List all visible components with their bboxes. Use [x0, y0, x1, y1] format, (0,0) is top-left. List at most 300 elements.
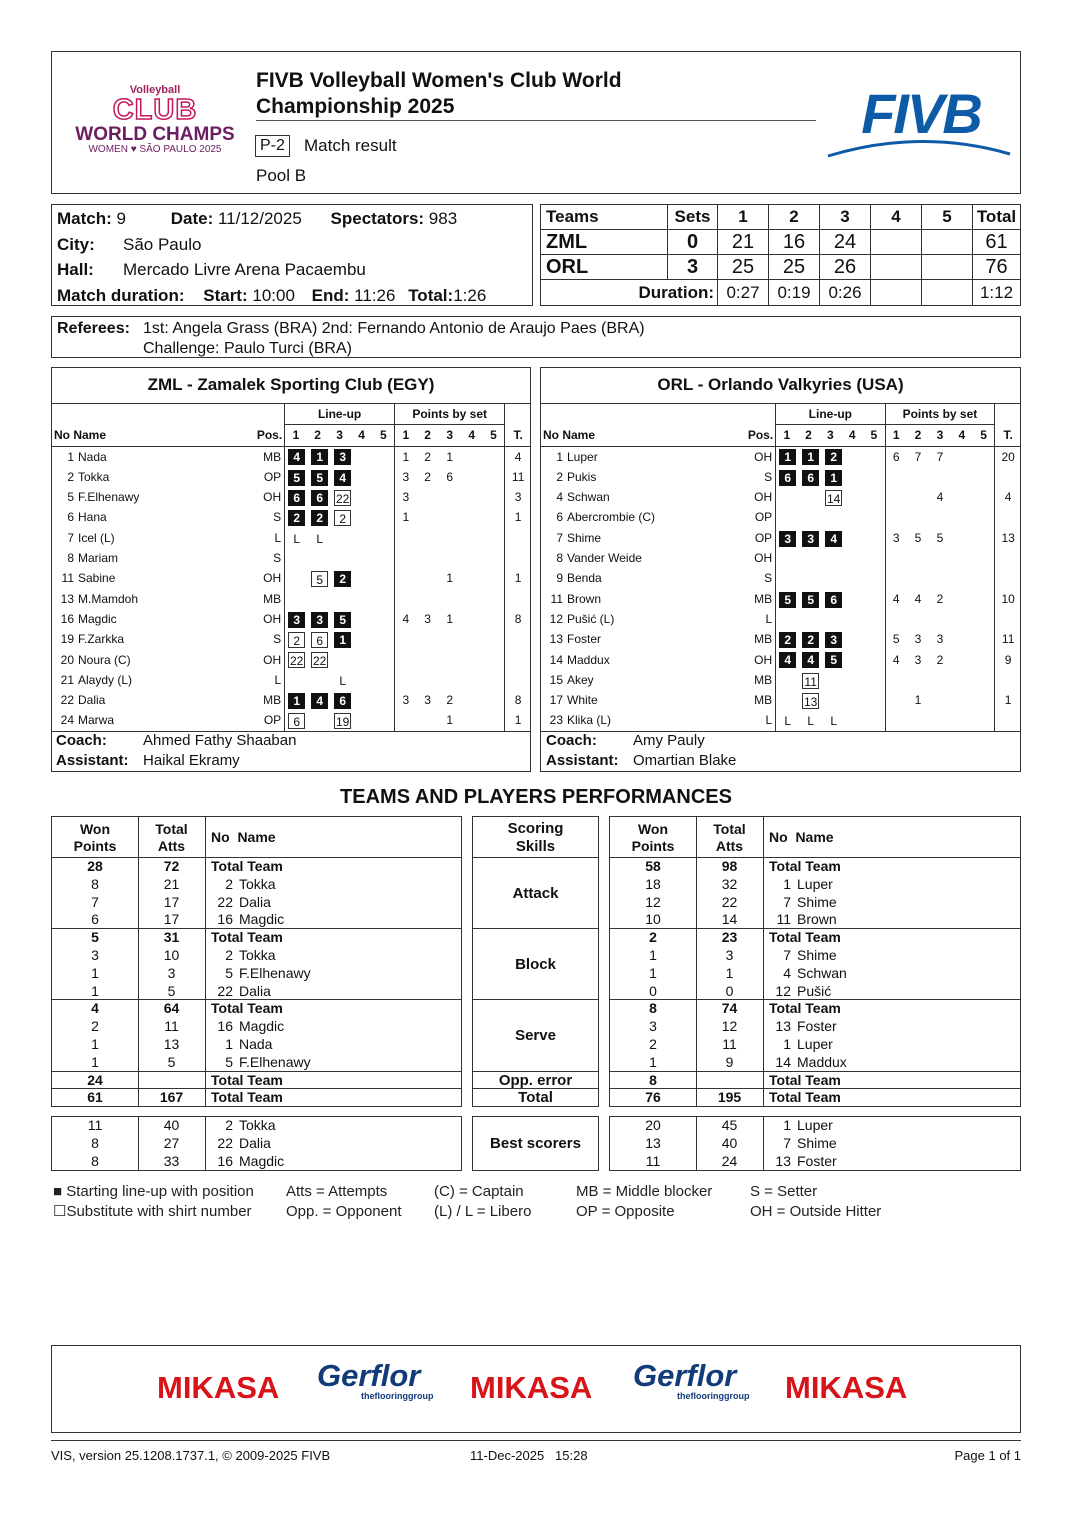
player-name: Total Team	[769, 1071, 841, 1088]
set-points	[951, 670, 973, 690]
player-lineup	[285, 650, 395, 670]
won-points: 11	[645, 1152, 661, 1169]
set-points: 3	[395, 487, 417, 507]
set-points	[461, 710, 483, 731]
lineup-start-box: 6	[802, 470, 819, 486]
set-points	[461, 609, 483, 629]
player-name: Benda	[567, 571, 602, 586]
player-name: Foster	[797, 1152, 837, 1169]
player-name: F.Elhenawy	[78, 490, 140, 505]
player-name: Total Team	[769, 1089, 841, 1106]
player-number: 4	[556, 490, 563, 505]
set-points	[973, 568, 995, 588]
player-name: Dalia	[78, 693, 106, 708]
player-lineup	[776, 629, 885, 649]
player-number: 2	[225, 1117, 233, 1134]
legend-item: ■ Starting line-up with position	[53, 1183, 254, 1200]
perf-row	[610, 983, 1020, 1001]
total-atts: 5	[167, 982, 176, 999]
total-time: 1:26	[453, 285, 487, 305]
set-points	[951, 690, 973, 710]
player-total-points	[995, 467, 1021, 487]
lineup-libero-mark: L	[293, 531, 300, 546]
lineup-start-box: 5	[802, 592, 819, 608]
set-points: 1	[914, 693, 922, 708]
player-position: MB	[754, 591, 773, 606]
lineup-sub-box: 11	[802, 673, 819, 689]
lineup-start-box: 6	[311, 490, 328, 506]
page-title: FIVB Volleyball Women's Club World Championship 2025	[256, 69, 622, 118]
set-points	[417, 548, 439, 568]
set-points	[439, 548, 461, 568]
lineup-sub-box: 5	[311, 571, 328, 587]
set-points	[395, 548, 417, 568]
total-atts: 98	[721, 858, 738, 874]
team-a-coach: Ahmed Fathy Shaaban	[143, 732, 297, 749]
lineup-start-box: 1	[802, 449, 819, 465]
lineup-start-box: 4	[334, 470, 351, 486]
lineup-sub-box: 13	[803, 694, 818, 709]
player-position: MB	[754, 632, 773, 647]
set-points	[483, 650, 505, 670]
player-position: OH	[263, 571, 282, 586]
total-atts: 40	[163, 1117, 180, 1134]
set-points	[885, 670, 907, 690]
player-name: Tokka	[239, 1117, 276, 1134]
player-position: MB	[263, 449, 282, 464]
set-points: 1	[395, 507, 417, 527]
player-position: OH	[754, 490, 773, 505]
set-points	[951, 548, 973, 568]
total-atts: 31	[163, 929, 180, 946]
player-position: MB	[263, 693, 282, 708]
set-points	[929, 467, 951, 487]
won-points: 1	[649, 946, 657, 963]
lineup-empty	[311, 673, 328, 689]
won-points: 3	[649, 1018, 657, 1035]
player-name: Magdic	[239, 1152, 285, 1169]
team-b-coach: Amy Pauly	[633, 732, 705, 749]
set-points	[439, 629, 461, 649]
player-name: Pušić	[797, 982, 832, 999]
player-number: 20	[60, 652, 74, 667]
player-name: Tokka	[78, 469, 110, 484]
player-total-points	[995, 710, 1021, 731]
set-points	[907, 487, 929, 507]
team-b-player-row	[540, 589, 1021, 609]
player-number: 11	[776, 911, 791, 928]
perf-skill-block: Block	[472, 928, 599, 1000]
perf-skill-attack: Attack	[472, 857, 599, 929]
perf-total-right	[609, 1088, 1021, 1107]
player-name: Shime	[797, 946, 837, 963]
set-points	[417, 568, 439, 588]
player-number: 7	[783, 1134, 791, 1151]
player-name: Foster	[567, 632, 602, 647]
set-points	[951, 650, 973, 670]
set-points	[973, 487, 995, 507]
set-points	[973, 548, 995, 568]
player-name: Total Team	[769, 929, 841, 946]
lineup-start-box: 6	[825, 592, 842, 608]
lineup-empty	[288, 673, 305, 689]
player-total-points	[505, 589, 531, 609]
team-a-assistant: Haikal Ekramy	[143, 752, 240, 769]
perf-skill-opp: Opp. error	[472, 1071, 599, 1090]
set-points	[929, 568, 951, 588]
perf-row	[52, 1018, 461, 1036]
player-total-points	[995, 609, 1021, 629]
lineup-start-box: 2	[334, 571, 351, 587]
player-name: Maddux	[797, 1053, 847, 1070]
perf-row	[52, 1135, 461, 1153]
set-points	[483, 528, 505, 548]
team-a-player-row	[51, 589, 531, 609]
perf-row	[52, 929, 461, 947]
player-total-points: 11	[995, 629, 1021, 649]
set-points	[417, 528, 439, 548]
set-points: 5	[914, 530, 922, 545]
set-points	[461, 650, 483, 670]
lineup-start-box: 3	[802, 531, 819, 547]
player-number: 23	[549, 713, 563, 728]
perf-attack-right	[609, 857, 1021, 929]
set-points: 2	[424, 449, 431, 464]
player-name: Brown	[797, 911, 837, 928]
won-points: 8	[91, 875, 99, 892]
set-points	[929, 670, 951, 690]
set-points	[395, 568, 417, 588]
lineup-sub-box: 2	[334, 510, 351, 526]
footer-datetime: 11-Dec-2025 15:28	[470, 1448, 588, 1463]
won-points: 28	[87, 858, 103, 874]
total-atts: 27	[163, 1134, 180, 1151]
team-b-player-row	[540, 710, 1021, 731]
set-points	[973, 589, 995, 609]
player-name: Total Team	[769, 1000, 841, 1017]
won-points: 2	[649, 1035, 657, 1052]
player-name: Maddux	[567, 652, 610, 667]
set-points	[461, 589, 483, 609]
set-points: 2	[446, 693, 454, 708]
set-points	[973, 690, 995, 710]
team-b-player-row	[540, 650, 1021, 670]
player-name: Hana	[78, 510, 107, 525]
set-points	[951, 609, 973, 629]
player-position: OH	[754, 652, 773, 667]
set-points	[973, 467, 995, 487]
player-lineup	[776, 568, 885, 588]
player-total-points: 13	[995, 528, 1021, 548]
won-points: 0	[649, 982, 657, 999]
player-position: L	[274, 530, 282, 545]
set-points: 4	[914, 591, 922, 606]
set-points	[929, 609, 951, 629]
won-points: 18	[645, 875, 661, 892]
player-total-points	[505, 650, 531, 670]
gerflor-logo: Gerflor theflooringgroup	[317, 1358, 434, 1401]
player-lineup	[285, 446, 395, 467]
player-lineup	[776, 589, 885, 609]
player-number: 6	[67, 510, 74, 525]
set-points	[461, 690, 483, 710]
set-points: 3	[914, 632, 922, 647]
set-points	[885, 487, 907, 507]
set-points: 3	[914, 652, 922, 667]
perf-row	[610, 947, 1020, 965]
lineup-libero-mark: L	[830, 714, 837, 729]
lineup-start-box: 1	[779, 449, 796, 465]
player-lineup	[285, 507, 395, 527]
player-lineup	[776, 446, 885, 467]
set-points	[395, 629, 417, 649]
set-points: 1	[446, 449, 454, 464]
lineup-start-box: 4	[288, 449, 305, 465]
team-a-player-row	[51, 507, 531, 527]
set-points	[885, 710, 907, 731]
player-position: OP	[754, 530, 773, 545]
team-b-player-row	[540, 609, 1021, 629]
player-number: 1	[67, 449, 74, 464]
set-points	[417, 650, 439, 670]
player-number: 2	[556, 469, 563, 484]
player-name: Total Team	[211, 929, 283, 946]
player-lineup	[776, 548, 885, 568]
total-atts: 11	[164, 1018, 179, 1035]
won-points: 20	[645, 1117, 661, 1134]
player-name: Dalia	[239, 1134, 271, 1151]
set-points	[951, 528, 973, 548]
team-b-assistant: Omartian Blake	[633, 752, 737, 769]
total-atts: 0	[725, 982, 734, 999]
set-points	[973, 528, 995, 548]
team-b-player-row	[540, 446, 1021, 467]
won-points: 8	[649, 1000, 657, 1017]
player-position: OH	[754, 551, 773, 566]
won-points: 10	[645, 911, 661, 928]
player-name: Abercrombie (C)	[567, 510, 656, 525]
won-points: 4	[91, 1000, 99, 1017]
set-points	[951, 568, 973, 588]
set-points	[907, 507, 929, 527]
player-name: Nada	[78, 449, 107, 464]
team-b-staff: Coach: Amy Pauly Assistant: Omartian Blake	[546, 732, 737, 769]
perf-row	[52, 894, 461, 912]
perf-row	[610, 911, 1020, 929]
lineup-empty	[779, 693, 796, 709]
referees-line-1: 1st: Angela Grass (BRA) 2nd: Fernando Antonio de Araujo Paes (BRA)	[143, 320, 645, 337]
lineup-start-box: 2	[288, 510, 305, 526]
player-lineup	[285, 629, 395, 649]
player-total-points: 8	[505, 690, 531, 710]
set-points	[907, 609, 929, 629]
player-name: Magdic	[239, 1018, 285, 1035]
player-number: 12	[549, 611, 563, 626]
player-position: L	[765, 611, 773, 626]
set-points	[417, 487, 439, 507]
team-b-player-row	[540, 629, 1021, 649]
lineup-start-box: 4	[802, 652, 819, 668]
team-a-player-row	[51, 548, 531, 568]
total-atts: 5	[167, 1053, 176, 1070]
perf-row	[610, 1054, 1020, 1072]
player-name: Total Team	[211, 858, 283, 874]
set-points: 3	[885, 528, 907, 548]
team-b-player-row	[540, 487, 1021, 507]
player-number: 16	[60, 611, 74, 626]
team-b-roster-head-1: Line-up Points by set	[540, 404, 1021, 425]
player-name: F.Elhenawy	[239, 1053, 311, 1070]
set-points	[395, 528, 417, 548]
player-name: Tokka	[239, 875, 276, 892]
perf-block-right	[609, 928, 1021, 1000]
player-number: 16	[217, 911, 233, 928]
score-row-zml: ZML 0 21 16 24 61	[541, 230, 1021, 255]
player-name: Nada	[239, 1035, 273, 1052]
set-points	[483, 568, 505, 588]
total-atts: 195	[717, 1089, 742, 1106]
lineup-start-box: 1	[825, 470, 842, 486]
player-number: 13	[60, 591, 74, 606]
player-number: 5	[67, 490, 74, 505]
player-name: Total Team	[211, 1089, 283, 1106]
player-lineup	[776, 467, 885, 487]
set-points	[483, 467, 505, 487]
set-points	[951, 629, 973, 649]
legend-item: S = Setter	[750, 1183, 818, 1200]
set-points	[951, 710, 973, 731]
team-a-roster-table	[51, 403, 531, 732]
set-points: 2	[936, 591, 944, 606]
total-atts: 12	[721, 1018, 738, 1035]
set-points	[461, 446, 483, 467]
player-number: 16	[217, 1018, 233, 1035]
perf-row	[610, 1135, 1020, 1153]
player-number: 5	[225, 1053, 233, 1070]
won-points: 5	[91, 929, 99, 946]
lineup-libero-mark: L	[784, 714, 791, 729]
perf-skill-serve: Serve	[472, 999, 599, 1071]
total-atts: 14	[721, 911, 738, 928]
performances-title: TEAMS AND PLAYERS PERFORMANCES	[340, 786, 732, 808]
player-number: 7	[67, 530, 74, 545]
player-number: 13	[549, 632, 563, 647]
player-number: 22	[217, 982, 233, 999]
set-points	[461, 528, 483, 548]
lineup-libero-mark: L	[339, 673, 346, 688]
score-header-row: Teams Sets 1 2 3 4 5 Total	[541, 205, 1021, 230]
player-number: 22	[217, 893, 233, 910]
player-name: Noura (C)	[78, 652, 131, 667]
set-points	[973, 609, 995, 629]
lineup-empty	[288, 571, 305, 587]
player-position: S	[764, 571, 773, 586]
player-position: OH	[754, 449, 773, 464]
set-points	[439, 650, 461, 670]
lineup-sub-box: 22	[312, 654, 327, 669]
player-number: 9	[556, 571, 563, 586]
player-lineup	[776, 710, 885, 731]
set-points	[907, 548, 929, 568]
team-b-player-row	[540, 568, 1021, 588]
total-atts: 64	[163, 1000, 180, 1017]
perf-block-left	[51, 928, 462, 1000]
set-points	[929, 710, 951, 731]
set-points	[951, 487, 973, 507]
lineup-start-box: 2	[779, 632, 796, 648]
player-total-points: 20	[995, 446, 1021, 467]
mikasa-logo: MIKASA	[157, 1370, 280, 1405]
team-b-roster-head-2: No Name Pos. 1 2 3 4 5 1 2 3 4 5 T.	[540, 425, 1021, 446]
player-name: Total Team	[211, 1000, 283, 1017]
player-name: F.Elhenawy	[239, 964, 311, 981]
team-b-title: ORL - Orlando Valkyries (USA)	[657, 375, 904, 394]
player-number: 11	[61, 571, 74, 586]
player-lineup	[776, 690, 885, 710]
lineup-start-box: 4	[311, 693, 328, 709]
team-b-player-row	[540, 528, 1021, 548]
player-number: 1	[225, 1035, 233, 1052]
set-points	[461, 487, 483, 507]
won-points: 24	[87, 1071, 103, 1088]
player-position: MB	[754, 693, 773, 708]
match-number: 9	[116, 209, 126, 228]
won-points: 11	[87, 1117, 103, 1134]
won-points: 1	[649, 1053, 657, 1070]
player-number: 13	[775, 1018, 791, 1035]
team-b-player-row	[540, 507, 1021, 527]
team-a-player-row	[51, 568, 531, 588]
player-name: Sabine	[78, 571, 116, 586]
set-points	[395, 589, 417, 609]
player-total-points: 4	[995, 487, 1021, 507]
lineup-libero-mark: L	[807, 714, 814, 729]
lineup-empty	[311, 713, 328, 729]
team-a-staff: Coach: Ahmed Fathy Shaaban Assistant: Haikal Ekramy	[56, 732, 297, 769]
total-atts: 32	[721, 875, 738, 892]
set-points: 1	[446, 611, 454, 626]
perf-row	[52, 1036, 461, 1054]
team-b-player-row	[540, 670, 1021, 690]
total-atts: 72	[163, 858, 180, 874]
team-a-player-row	[51, 629, 531, 649]
total-atts: 74	[721, 1000, 738, 1017]
legend-item: OH = Outside Hitter	[750, 1203, 882, 1220]
lineup-start-box: 2	[311, 510, 328, 526]
won-points: 1	[91, 1035, 99, 1052]
team-b-player-row	[540, 548, 1021, 568]
set-points	[461, 670, 483, 690]
won-points: 8	[649, 1071, 657, 1088]
player-number: 5	[225, 964, 233, 981]
player-total-points: 1	[505, 710, 531, 731]
set-points	[417, 589, 439, 609]
player-number: 7	[556, 530, 563, 545]
match-code-badge: P-2	[255, 135, 290, 157]
player-lineup	[285, 568, 395, 588]
player-lineup	[285, 710, 395, 731]
player-lineup	[285, 609, 395, 629]
set-points	[417, 507, 439, 527]
perf-row	[610, 1000, 1020, 1018]
perf-row	[52, 1054, 461, 1072]
set-points	[417, 710, 439, 731]
total-atts: 10	[163, 946, 180, 963]
lineup-start-box: 5	[288, 470, 305, 486]
set-points: 3	[424, 693, 431, 708]
perf-row	[52, 876, 461, 894]
set-points	[951, 507, 973, 527]
